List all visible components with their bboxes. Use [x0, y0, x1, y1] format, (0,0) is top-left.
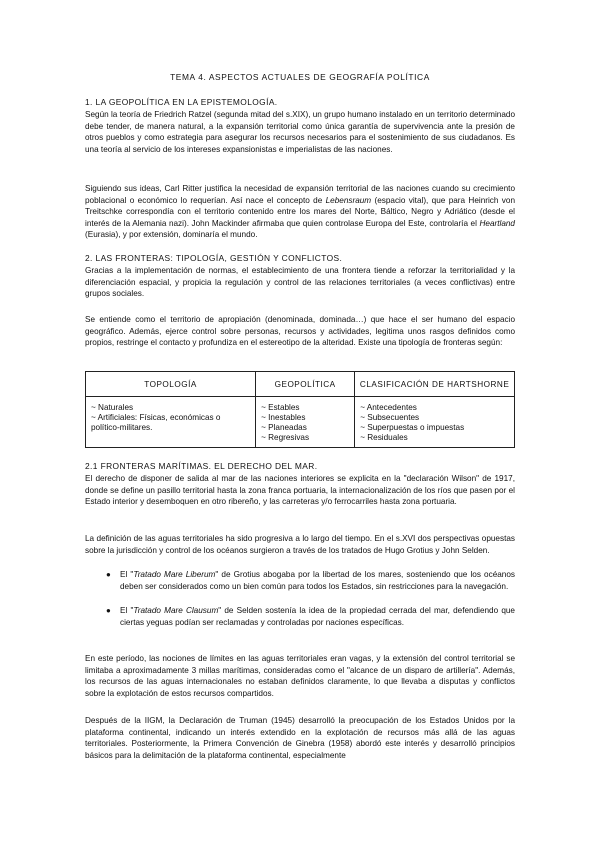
- list-item: ~ Regresivas: [261, 433, 310, 442]
- section-2-paragraph-1: Gracias a la implementación de normas, el establecimiento de una frontera tiende a reforzar la territorialidad y la diferenciación espacial, y propicia la regulación y control de las relaciones territoriales (a veces conflictivas) entre grupos sociales.: [85, 266, 515, 299]
- list-item: ~ Estables: [261, 403, 300, 412]
- list-item-mare-clausum: ● El "Tratado Mare Clausum" de Selden sostenía la idea de la propiedad cerrada del mar, defendiendo que ciertas yeguas podían ser reclamadas y controladas por naciones específicas.: [106, 606, 515, 627]
- section-1-paragraph-1: Según la teoría de Friedrich Ratzel (segunda mitad del s.XIX), un grupo humano instalado en un territorio determinado debe tender, de manera natural, a la expansión territorial como única garantía de supervivencia ante la presión de otros pueblos y como estrategia para asegurar los recursos necesarios para el sostenimiento de sus ciudadanos. Es una teoría al servicio de los intereses expansionistas e imperialistas de las naciones.: [85, 110, 515, 154]
- mare-clausum-title: Tratado Mare Clausum: [133, 606, 219, 615]
- table-header-topologia: TOPOLOGÍA: [86, 372, 256, 397]
- table-cell-topologia: [86, 397, 256, 448]
- list-item-mare-liberum: ● El "Tratado Mare Liberum" de Grotius abogaba por la libertad de los mares, sosteniendo que los océanos deben ser considerados como un bien común para todos los Estados, sin restricciones para la navegación.: [106, 570, 515, 591]
- table-cell-geopolitica: [256, 397, 355, 448]
- section-2-1-paragraph-2: La definición de las aguas territoriales ha sido progresiva a lo largo del tiempo. En el s.XVI dos perspectivas opuestas sobre la jurisdicción y control de los océanos surgieron a través de los tratados de Hugo Grotius y John Selden.: [85, 534, 515, 555]
- list-item: ~ Residuales: [360, 433, 408, 442]
- section-1-paragraph-2: Siguiendo sus ideas, Carl Ritter justifica la necesidad de expansión territorial de las naciones cuando su crecimiento poblacional o económico lo requerían. Así nace el concepto de Lebensraum (espacio vital), que para Heinrich von Treitschke correspondía con el territorio contenido entre los mares del Norte, Báltico, Negro y Adriático (desde el interés de la Alemania nazi). John Mackinder afirmaba que quien controlase Europa del Este, controlaría el Heartland (Eurasia), y por extensión, dominaría el mundo.: [85, 184, 516, 240]
- document-title: TEMA 4. ASPECTOS ACTUALES DE GEOGRAFÍA POLÍTICA: [170, 72, 430, 82]
- bullet-icon: ●: [106, 606, 111, 615]
- table-row: [86, 397, 515, 448]
- section-2-1-paragraph-1: El derecho de disponer de salida al mar de las naciones interiores se explicita en la "declaración Wilson" de 1917, donde se define un pasillo territorial hasta la zona franca portuaria, la internacionalización de los ríos que pasen por el Estado interior y desemboquen en otro ribereño, y las carreteras y/o ferrocarriles hasta zona portuaria.: [85, 474, 515, 507]
- list-item: ~ Naturales: [91, 403, 134, 412]
- section-2-paragraph-2: Se entiende como el territorio de apropiación (denominada, dominada…) que hace el ser humano del espacio geográfico. Además, ejerce control sobre personas, recursos y actividades, legitima unos rasgos definidos como propios, restringe el contacto y profundiza en el estereotipo de la alteridad. Existe una tipología de fronteras según:: [85, 315, 515, 348]
- border-typology-table: [85, 371, 515, 448]
- section-2-1-heading: 2.1 FRONTERAS MARÍTIMAS. EL DERECHO DEL MAR.: [85, 461, 318, 471]
- section-2-heading: 2. LAS FRONTERAS: TIPOLOGÍA, GESTIÓN Y CONFLICTOS.: [85, 253, 343, 263]
- mare-liberum-title: Tratado Mare Liberum: [133, 570, 216, 579]
- table-header-hartshorne: CLASIFICACIÓN DE HARTSHORNE: [355, 372, 515, 397]
- lebensraum-term: Lebensraum: [325, 195, 372, 205]
- section-1-heading: 1. LA GEOPOLÍTICA EN LA EPISTEMOLOGÍA.: [85, 97, 278, 107]
- table-header-geopolitica: GEOPOLÍTICA: [256, 372, 355, 397]
- list-item: ~ Subsecuentes: [360, 413, 420, 422]
- list-item: ~ Artificiales: Físicas, económicas o político-militares.: [91, 413, 221, 432]
- heartland-term: Heartland: [479, 218, 515, 228]
- list-item: ~ Antecedentes: [360, 403, 417, 412]
- section-2-1-paragraph-3: En este período, las nociones de límites en las aguas territoriales eran vagas, y la extensión del control territorial se limitaba a aproximadamente 3 millas marítimas, consideradas como el "alcance de un disparo de artillería". Además, los recursos de las aguas internacionales no estaban definidos claramente, lo que llevaba a disputas y conflictos sobre la explotación de estos recursos compartidos.: [85, 654, 515, 698]
- table-cell-hartshorne: [355, 397, 515, 448]
- bullet-icon: ●: [106, 570, 111, 579]
- list-item: ~ Superpuestas o impuestas: [360, 423, 465, 432]
- list-item: ~ Inestables: [261, 413, 306, 422]
- table-header-row: [86, 372, 515, 397]
- list-item: ~ Planeadas: [261, 423, 307, 432]
- section-2-1-paragraph-4: Después de la IIGM, la Declaración de Truman (1945) desarrolló la preocupación de los Estados Unidos por la plataforma continental, indicando un interés extendido en la explotación de recursos más allá de las aguas territoriales. Posteriormente, la Primera Convención de Ginebra (1958) abordó este interés y desarrolló principios básicos para la delimitación de la plataforma continental, especialmente: [85, 716, 515, 760]
